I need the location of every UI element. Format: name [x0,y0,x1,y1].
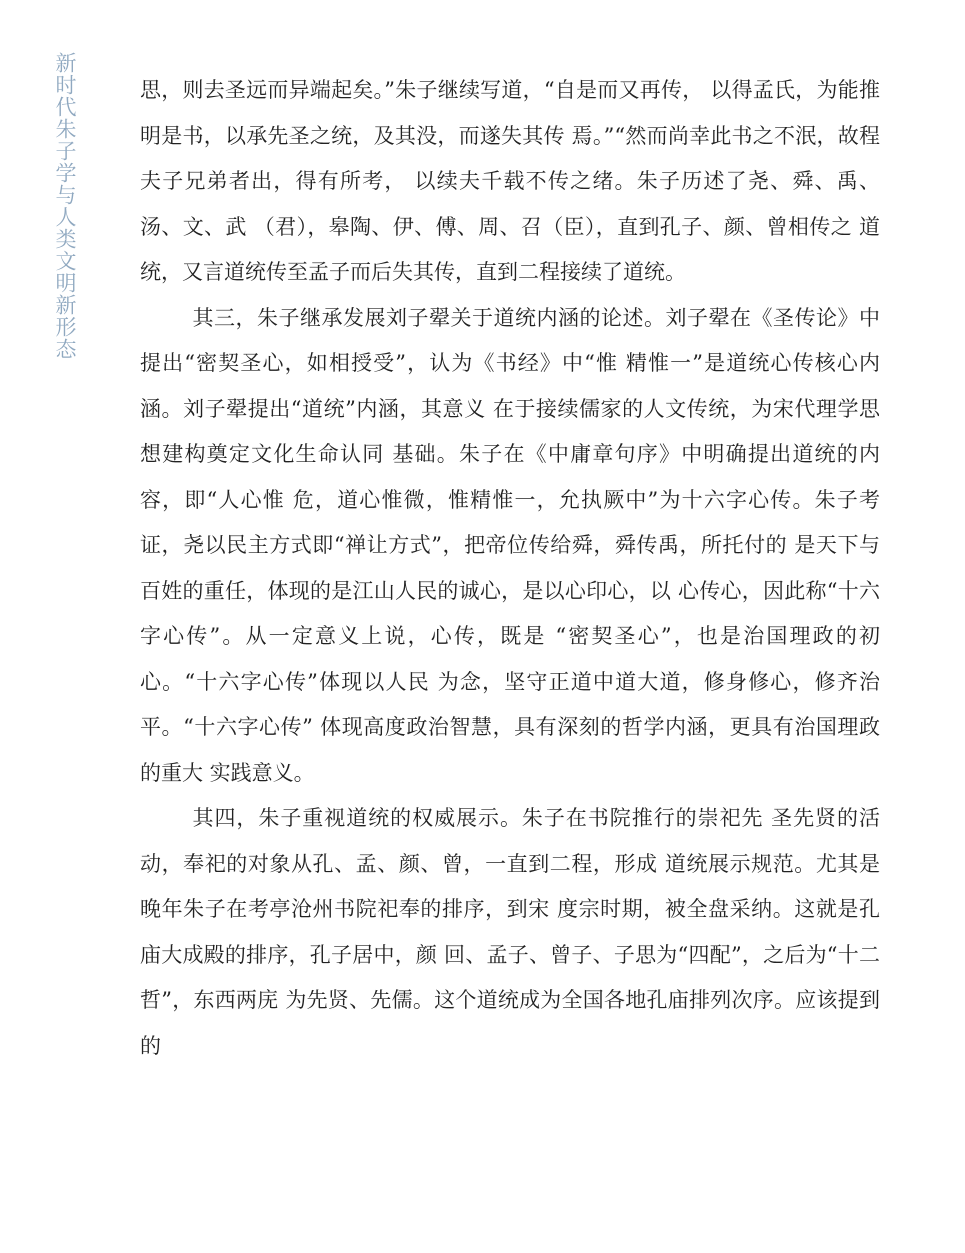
paragraph-3: 其四，朱子重视道统的权威展示。朱子在书院推行的崇祀先 圣先贤的活动，奉祀的对象从孔、孟、颜、曾，一直到二程，形成 道统展示规范。尤其是晚年朱子在考亭沧州书院祀奉的排序，到宋 度宗时期，被全盘采纳。这就是孔庙大成殿的排序，孔子居中，颜 回、孟子、曾子、子思为“四配”，之后为“十二哲”，东西两庑 为先贤、先儒。这个道统成为全国各地孔庙排列次序。应该提到的 [140,806,880,1058]
paragraph-2: 其三，朱子继承发展刘子翚关于道统内涵的论述。刘子翚在《圣传论》中提出“密契圣心，如相授受”，认为《书经》中“惟 精惟一”是道统心传核心内涵。刘子翚提出“道统”内涵，其意义 在于接续儒家的人文传统，为宋代理学思想建构奠定文化生命认同 基础。朱子在《中庸章句序》中明确提出道统的内容，即“人心惟 危，道心惟微，惟精惟一，允执厥中”为十六字心传。朱子考证，尧以民主方式即“禅让方式”，把帝位传给舜，舜传禹，所托付的 是天下与百姓的重任，体现的是江山人民的诚心，是以心印心，以 心传心，因此称“十六字心传”。从一定意义上说，心传，既是 “密契圣心”，也是治国理政的初心。“十六字心传”体现以人民 为念，坚守正道中道大道，修身修心，修齐治平。“十六字心传” 体现高度政治智慧，具有深刻的哲学内涵，更具有治国理政的重大 实践意义。 [140,305,880,785]
running-header-title: 新时代朱子学与人类文明新形态 [53,52,77,360]
paragraph-1: 思，则去圣远而异端起矣。”朱子继续写道，“自是而又再传， 以得孟氏，为能推明是书，以承先圣之统，及其没，而遂失其传 焉。”“然而尚幸此书之不泯，故程夫子兄弟者出，得有所考， 以续夫千载不传之绪。朱子历述了尧、舜、禹、汤、文、武 （君），皋陶、伊、傅、周、召（臣），直到孔子、颜、曾相传之 道统，又言道统传至孟子而后失其传，直到二程接续了道统。 [140,78,880,284]
page-body [140,68,880,1069]
